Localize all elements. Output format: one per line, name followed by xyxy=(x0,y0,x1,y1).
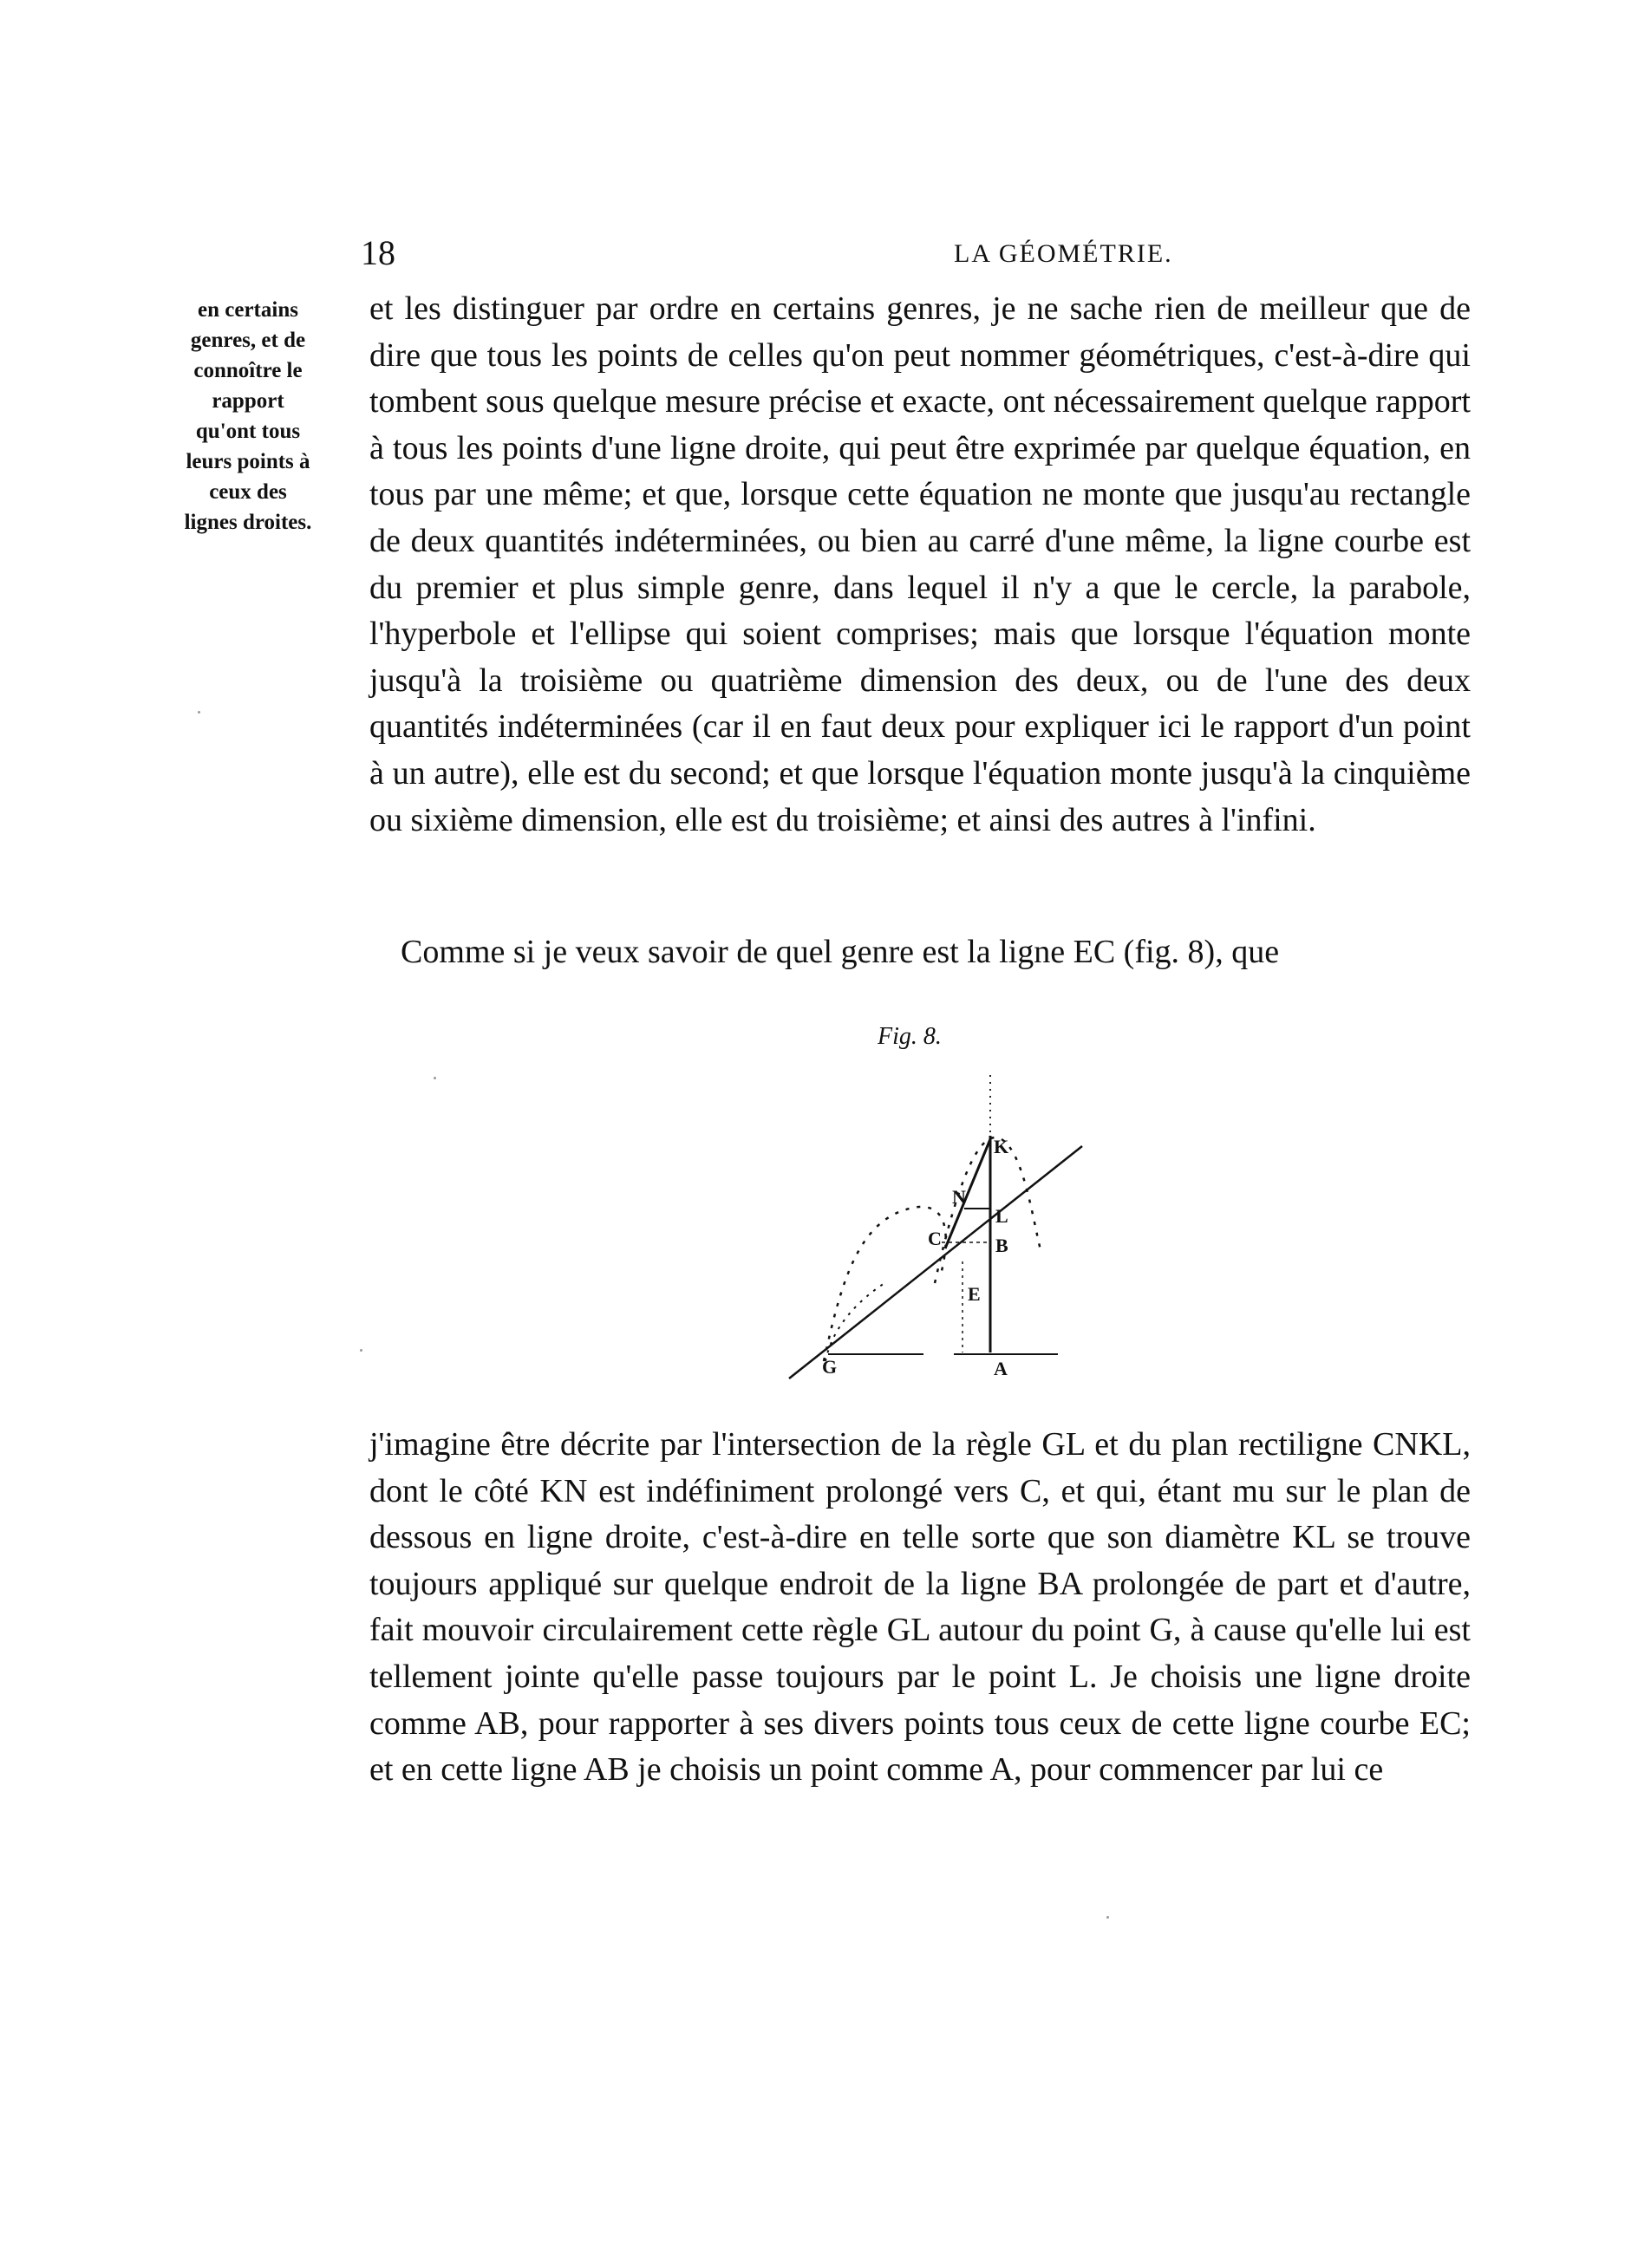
body-paragraph: j'imagine être décrite par l'intersection de la règle GL et du plan rectiligne CNKL, dont le côté KN est indéfiniment prolongé vers C, et qui, étant mu sur le plan de dessous en ligne droite, c'est-à-dire en telle sorte que son diamètre KL se trouve toujours appliqué sur quelque endroit de la ligne BA prolongée de part et d'autre, fait mouvoir circulairement cette règle GL autour du point G, à cause qu'elle lui est tellement jointe qu'elle passe toujours par le point L. Je choisis une ligne droite comme AB, pour rapporter à ses divers points tous ceux de cette ligne courbe EC; et en cette ligne AB je choisis un point comme A, pour commencer par lui ce xyxy=(369,1426,1471,1789)
margin-note-line: rapport xyxy=(212,389,284,413)
label-B: B xyxy=(995,1235,1008,1256)
margin-note-line: en certains xyxy=(198,298,298,322)
running-title: LA GÉOMÉTRIE. xyxy=(954,239,1173,268)
label-A: A xyxy=(994,1358,1008,1379)
margin-note xyxy=(161,295,335,538)
curve-parabola-K xyxy=(935,1137,1041,1283)
body-paragraph: Comme si je veux savoir de quel genre est la ligne EC (fig. 8), que xyxy=(401,934,1280,970)
body-paragraph: et les distinguer par ordre en certains genres, je ne sache rien de meilleur que de dire que tous les points de celles qu'on peut nommer géométriques, c'est-à-dire qui tombent sous quelque mesure précise et exacte, ont nécessairement quelque rapport à tous les points d'une ligne droite, qui peut être exprimée par quelque équation, en tous par une même; et que, lorsque cette équation ne monte que jusqu'au rectangle de deux quantités indéterminées, ou bien au carré d'une même, la ligne courbe est du premier et plus simple genre, dans lequel il n'y a que le cercle, la parabole, l'hyperbole et l'ellipse qui soient comprises; mais que lorsque l'équation monte jusqu'à la troisième ou quatrième dimension des deux, ou de l'une des deux quantités indéterminées (car il en faut deux pour expliquer ici le rapport d'un point à un autre), elle est du second; et que lorsque l'équation monte jusqu'à la cinquième ou sixième dimension, elle est du troisième; et ainsi des autres à l'infini. xyxy=(369,290,1471,838)
margin-note-line: lignes droites. xyxy=(184,511,312,534)
label-C: C xyxy=(928,1228,942,1249)
margin-note-line: connoître le xyxy=(193,359,303,382)
scan-speck xyxy=(434,1077,436,1079)
scan-speck xyxy=(1106,1916,1109,1919)
margin-note-line: genres, et de xyxy=(190,329,306,352)
scan-speck xyxy=(360,1349,362,1352)
margin-note-line: qu'ont tous xyxy=(195,420,301,443)
label-L: L xyxy=(995,1205,1008,1227)
label-N: N xyxy=(952,1186,966,1208)
margin-note-line: leurs points à xyxy=(186,450,310,473)
figure-caption: Fig. 8. xyxy=(878,1023,942,1050)
scan-speck xyxy=(198,711,200,714)
figure-8-diagram xyxy=(763,1066,1110,1396)
label-K: K xyxy=(994,1136,1009,1157)
page-number: 18 xyxy=(361,233,395,272)
ruler-GL xyxy=(789,1146,1082,1378)
margin-note-line: ceux des xyxy=(209,480,287,504)
curve-dotted-G xyxy=(826,1283,884,1361)
label-G: G xyxy=(822,1356,838,1378)
label-E: E xyxy=(968,1283,981,1305)
